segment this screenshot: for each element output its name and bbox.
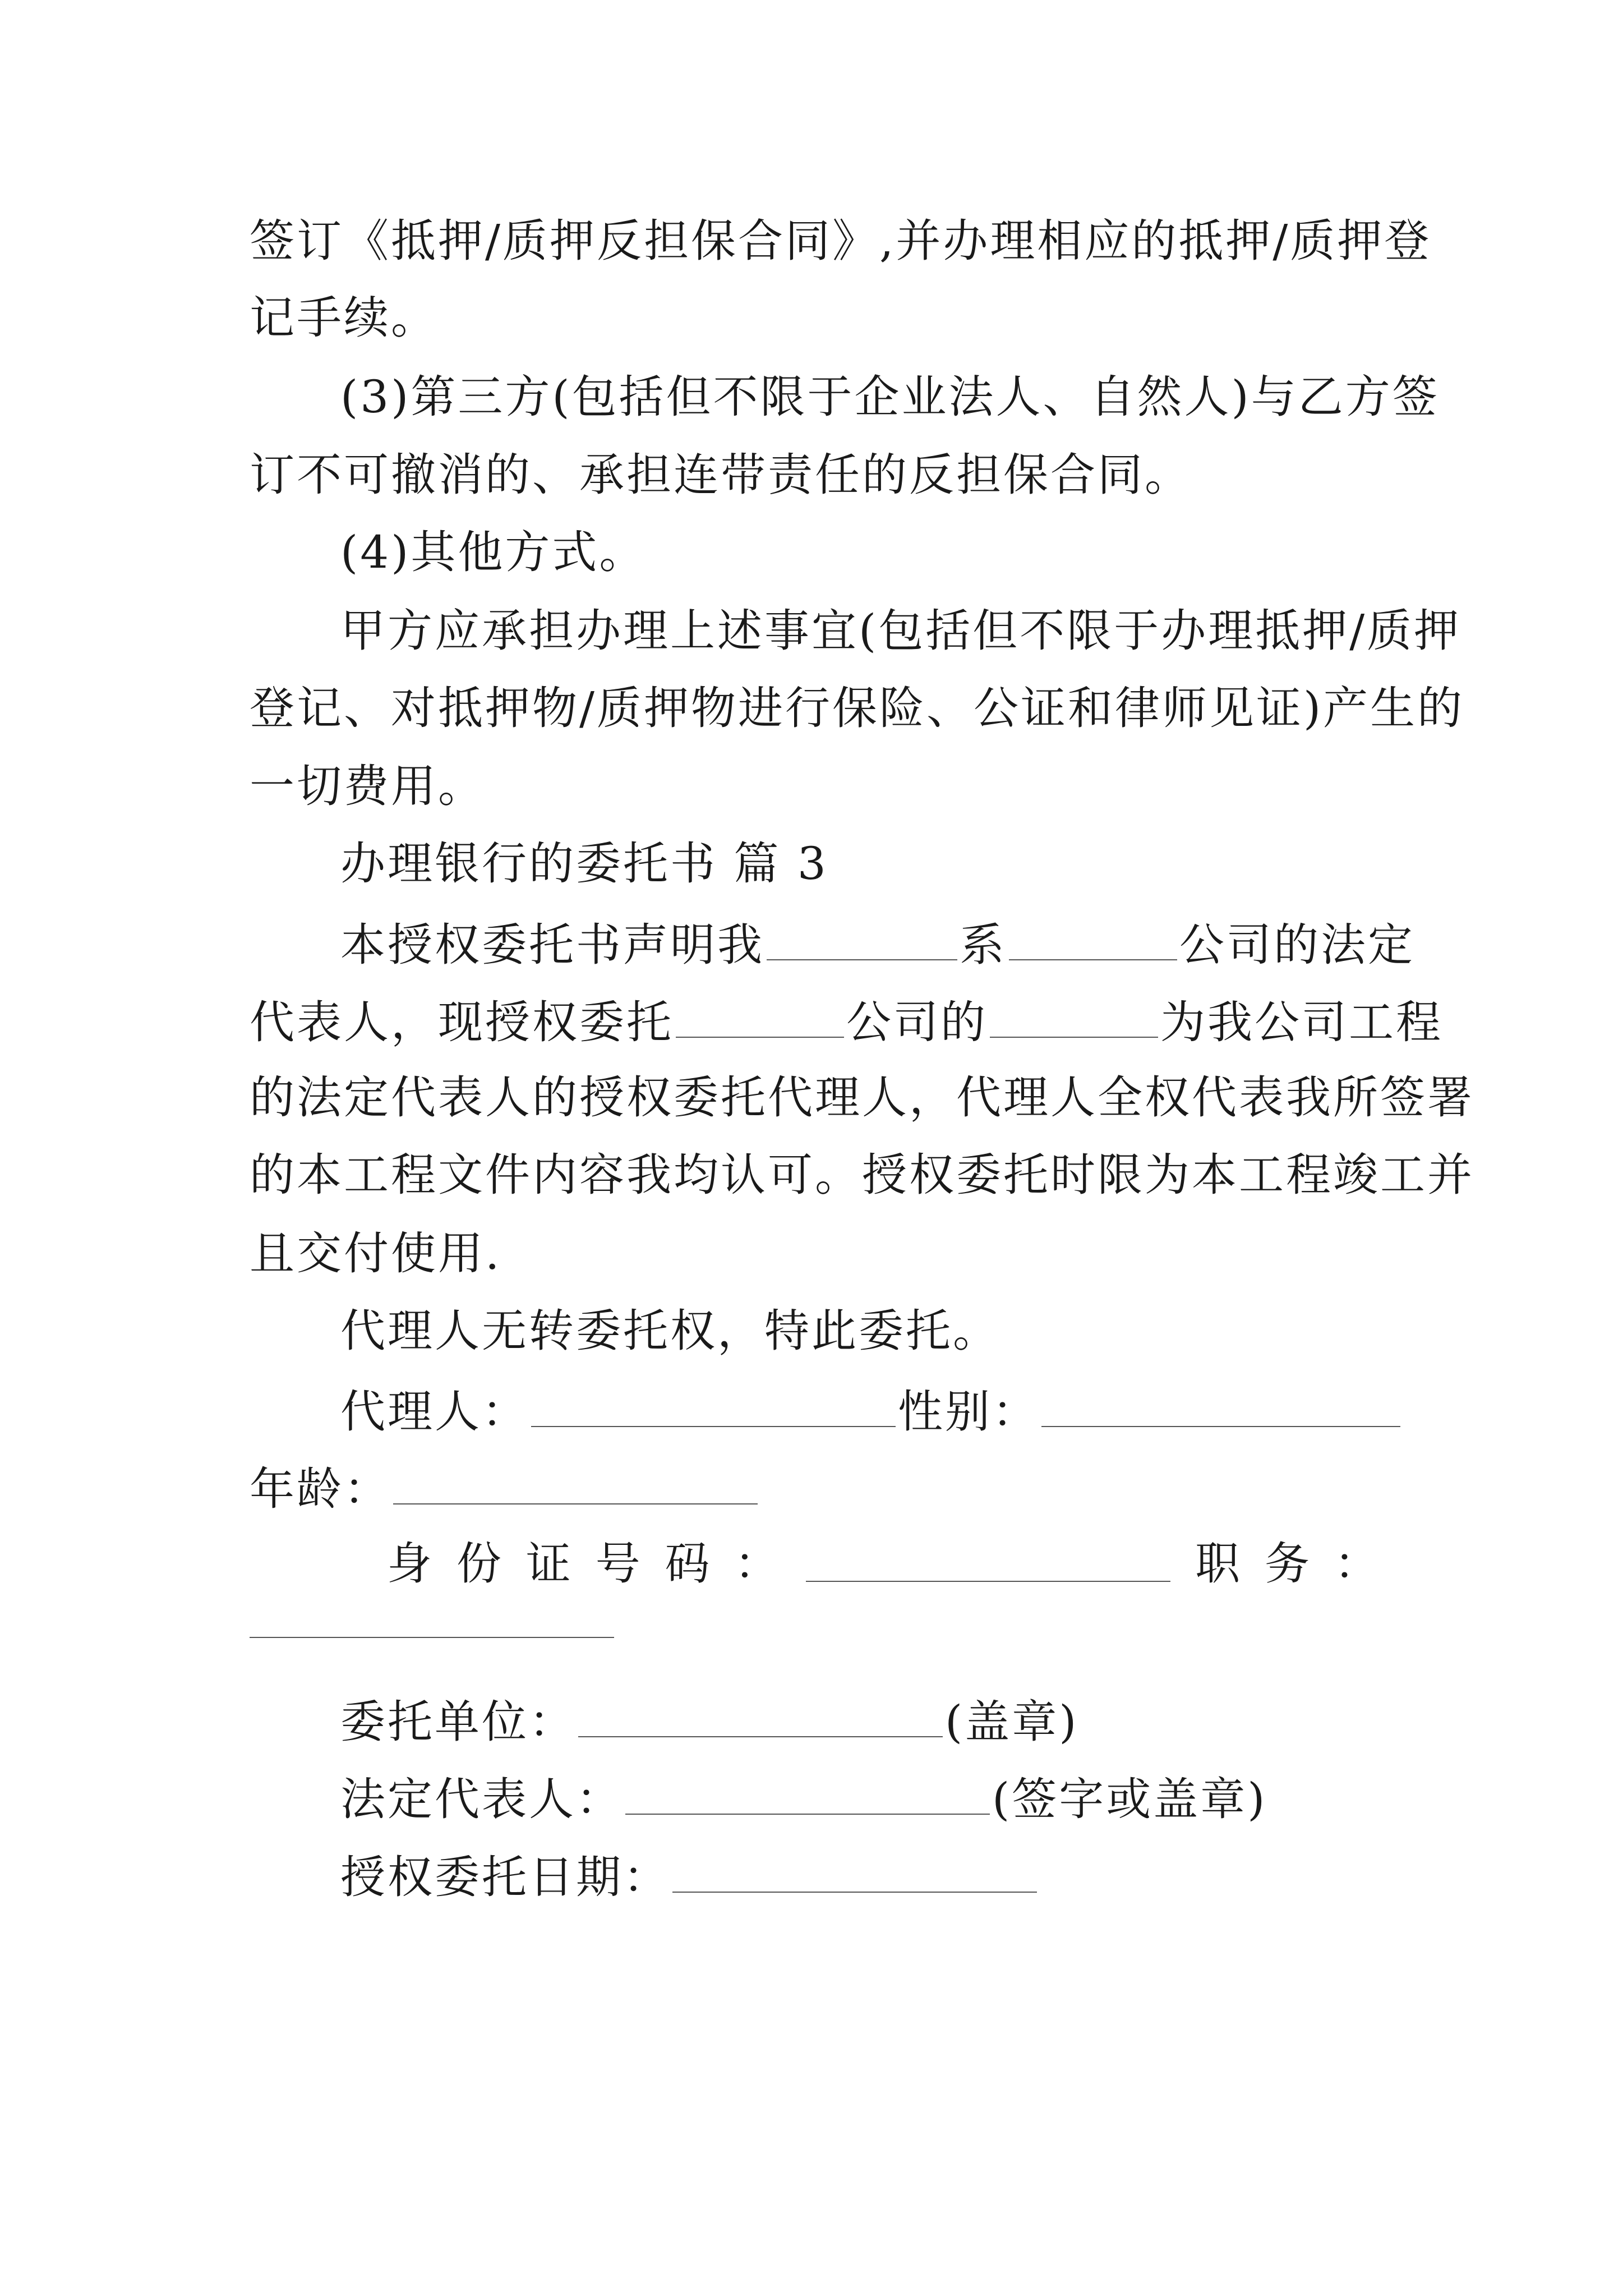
paragraph-line	[340, 914, 1415, 971]
id-label-char: 号	[595, 1538, 643, 1590]
unit-suffix: (盖章)	[945, 1696, 1079, 1748]
gender-blank	[1041, 1381, 1400, 1427]
agent-label: 代理人：	[340, 1386, 529, 1438]
paragraph-line: 一切费用。	[250, 760, 485, 812]
form-line-legal-rep	[340, 1769, 1381, 1825]
date-blank	[672, 1847, 1037, 1893]
text-run: 为我公司工程	[1160, 996, 1443, 1048]
position-label-char: 职	[1195, 1538, 1243, 1590]
unit-blank	[578, 1691, 943, 1737]
position-label-char: 务	[1265, 1538, 1312, 1590]
date-label: 授权委托日期：	[340, 1851, 670, 1903]
fill-blank	[767, 914, 957, 960]
paragraph-line: 记手续。	[250, 292, 438, 344]
fill-blank	[990, 992, 1158, 1038]
gender-label: 性别：	[898, 1386, 1039, 1438]
unit-label: 委托单位：	[340, 1696, 576, 1748]
legal-rep-suffix: (签字或盖章)	[992, 1773, 1267, 1825]
legal-rep-label: 法定代表人：	[340, 1773, 623, 1825]
form-line-unit	[340, 1691, 1381, 1747]
text-run: 公司的	[846, 996, 988, 1048]
text-run: 本授权委托书声明我	[340, 919, 764, 971]
text-run: 代表人，现授权委托	[250, 996, 674, 1048]
age-blank	[393, 1458, 758, 1504]
form-line-agent	[340, 1381, 1381, 1437]
paragraph-line: (3)第三方(包括但不限于企业法人、自然人)与乙方签	[340, 371, 1440, 423]
paragraph-line: (4)其他方式。	[340, 526, 647, 578]
position-label-char: ：	[1334, 1538, 1381, 1590]
paragraph-line: 订不可撤消的、承担连带责任的反担保合同。	[250, 449, 1192, 501]
paragraph-line: 登记、对抵押物/质押物进行保险、公证和律师见证)产生的	[250, 682, 1465, 734]
id-label-char: 码	[665, 1538, 712, 1590]
form-line-date	[340, 1847, 1381, 1903]
paragraph-line: 签订《抵押/质押反担保合同》,并办理相应的抵押/质押登	[250, 215, 1432, 267]
paragraph-line: 甲方应承担办理上述事宜(包括但不限于办理抵押/质押	[340, 605, 1461, 657]
legal-rep-blank	[625, 1769, 990, 1815]
fill-blank	[676, 992, 844, 1038]
id-label-char: ：	[734, 1538, 782, 1590]
paragraph-line	[250, 992, 1443, 1048]
form-line-age	[250, 1458, 1381, 1515]
section-heading: 办理银行的委托书 篇 3	[340, 838, 828, 890]
id-label-char: 证	[525, 1538, 573, 1590]
text-run: 系	[960, 919, 1007, 971]
id-label-char: 身	[387, 1538, 434, 1590]
agent-blank	[531, 1381, 896, 1427]
paragraph-line: 的法定代表人的授权委托代理人，代理人全权代表我所签署	[250, 1071, 1474, 1124]
form-line-id	[387, 1536, 1381, 1592]
paragraph-line: 且交付使用.	[250, 1227, 502, 1280]
position-blank	[250, 1637, 614, 1638]
text-run: 公司的法定	[1179, 919, 1415, 971]
fill-blank	[1009, 914, 1177, 960]
id-number-blank	[806, 1536, 1170, 1582]
paragraph-line: 的本工程文件内容我均认可。授权委托时限为本工程竣工并	[250, 1149, 1474, 1201]
id-label-char: 份	[456, 1538, 504, 1590]
age-label: 年龄：	[250, 1463, 391, 1515]
paragraph-line: 代理人无转委托权，特此委托。	[340, 1305, 1000, 1357]
